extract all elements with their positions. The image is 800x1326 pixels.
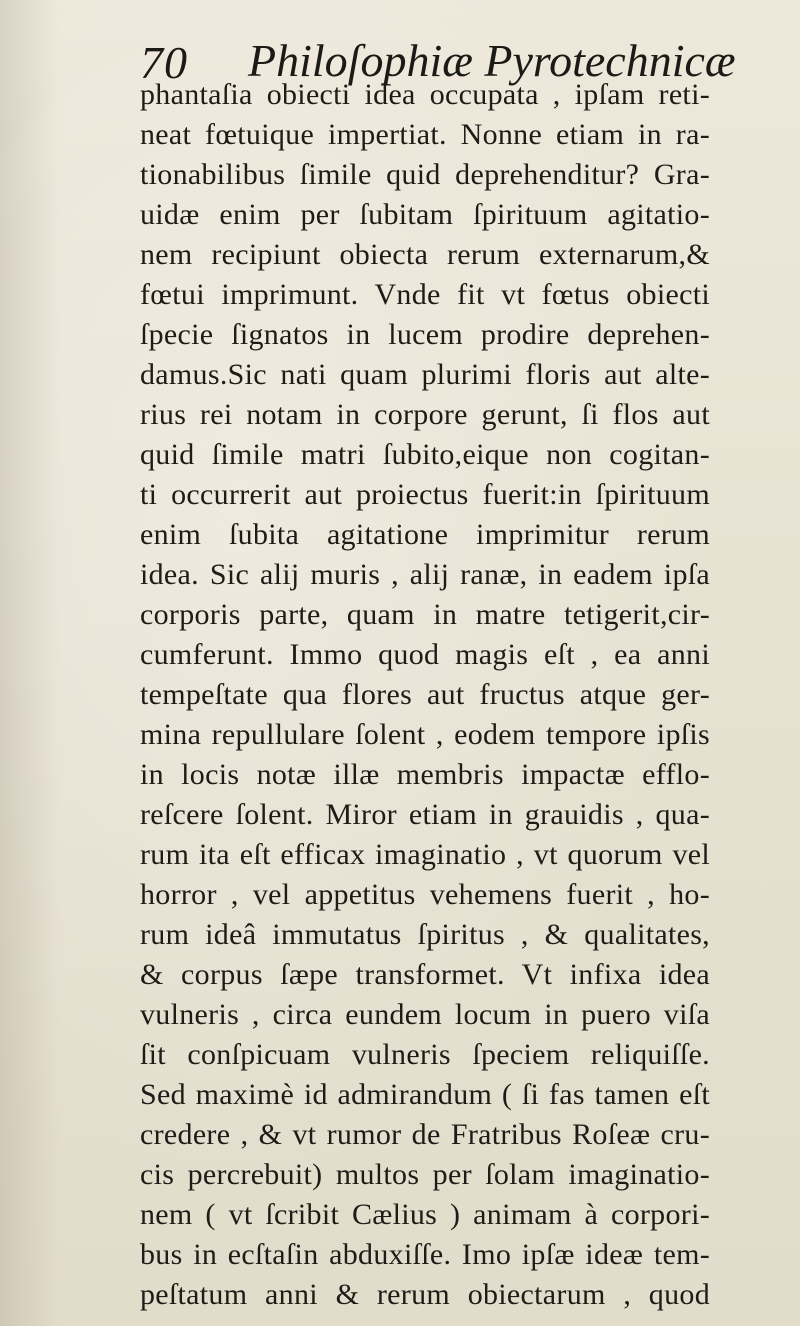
- text-line: nem ( vt ſcribit Cælius ) animam à corpori-: [140, 1198, 710, 1231]
- text-line: rum ita eſt efficax imaginatio , vt quorum vel: [140, 838, 710, 871]
- text-line: damus.Sic nati quam plurimi floris aut alte-: [140, 358, 710, 391]
- text-line: fœtui imprimunt. Vnde fit vt fœtus obiecti: [140, 278, 710, 311]
- page-number: 70: [140, 37, 188, 88]
- text-line: ſpecie ſignatos in lucem prodire deprehen-: [140, 318, 710, 351]
- text-line: ti occurrerit aut proiectus fuerit:in ſpirituum: [140, 478, 710, 511]
- text-line: bus in ecſtaſin abduxiſſe. Imo ipſæ ideæ tem-: [140, 1238, 710, 1271]
- running-title: Philoſophiæ Pyrotechnicæ: [248, 35, 736, 86]
- text-line: cumferunt. Immo quod magis eſt , ea anni: [140, 638, 710, 671]
- text-line: Sed maximè id admirandum ( ſi fas tamen eſt: [140, 1078, 710, 1111]
- text-line: quid ſimile matri ſubito,eique non cogitan-: [140, 438, 710, 471]
- text-line: tionabilibus ſimile quid deprehenditur? Gra-: [140, 158, 710, 191]
- text-line: uidæ enim per ſubitam ſpirituum agitatio-: [140, 198, 710, 231]
- text-line: credere , & vt rumor de Fratribus Roſeæ cru-: [140, 1118, 710, 1151]
- text-line: rum ideâ immutatus ſpiritus , & qualitates,: [140, 918, 710, 951]
- text-line: vulneris , circa eundem locum in puero viſa: [140, 998, 710, 1031]
- text-line: corporis parte, quam in matre tetigerit,cir-: [140, 598, 710, 631]
- text-line: nem recipiunt obiecta rerum externarum,&: [140, 238, 710, 271]
- body-text: [140, 75, 710, 1315]
- text-line: phantaſia obiecti idea occupata , ipſam reti-: [140, 78, 710, 111]
- text-line: ſit conſpicuam vulneris ſpeciem reliquiſſe.: [140, 1038, 710, 1071]
- gutter-shadow: [0, 0, 60, 1326]
- text-line: & corpus ſæpe transformet. Vt infixa idea: [140, 958, 710, 991]
- text-line: tempeſtate qua flores aut fructus atque ger-: [140, 678, 710, 711]
- text-line: reſcere ſolent. Miror etiam in grauidis , qua-: [140, 798, 710, 831]
- text-line: peſtatum anni & rerum obiectarum , quod: [140, 1278, 710, 1311]
- text-line: horror , vel appetitus vehemens fuerit , ho-: [140, 878, 710, 911]
- text-line: in locis notæ illæ membris impactæ efflo-: [140, 758, 710, 791]
- text-line: neat fœtuique impertiat. Nonne etiam in ra-: [140, 118, 710, 151]
- text-line: rius rei notam in corpore gerunt, ſi flos aut: [140, 398, 710, 431]
- text-line: mina repullulare ſolent , eodem tempore ipſis: [140, 718, 710, 751]
- text-line: enim ſubita agitatione imprimitur rerum: [140, 518, 710, 551]
- text-line: cis percrebuit) multos per ſolam imaginatio-: [140, 1158, 710, 1191]
- text-line: idea. Sic alij muris , alij ranæ, in eadem ipſa: [140, 558, 710, 591]
